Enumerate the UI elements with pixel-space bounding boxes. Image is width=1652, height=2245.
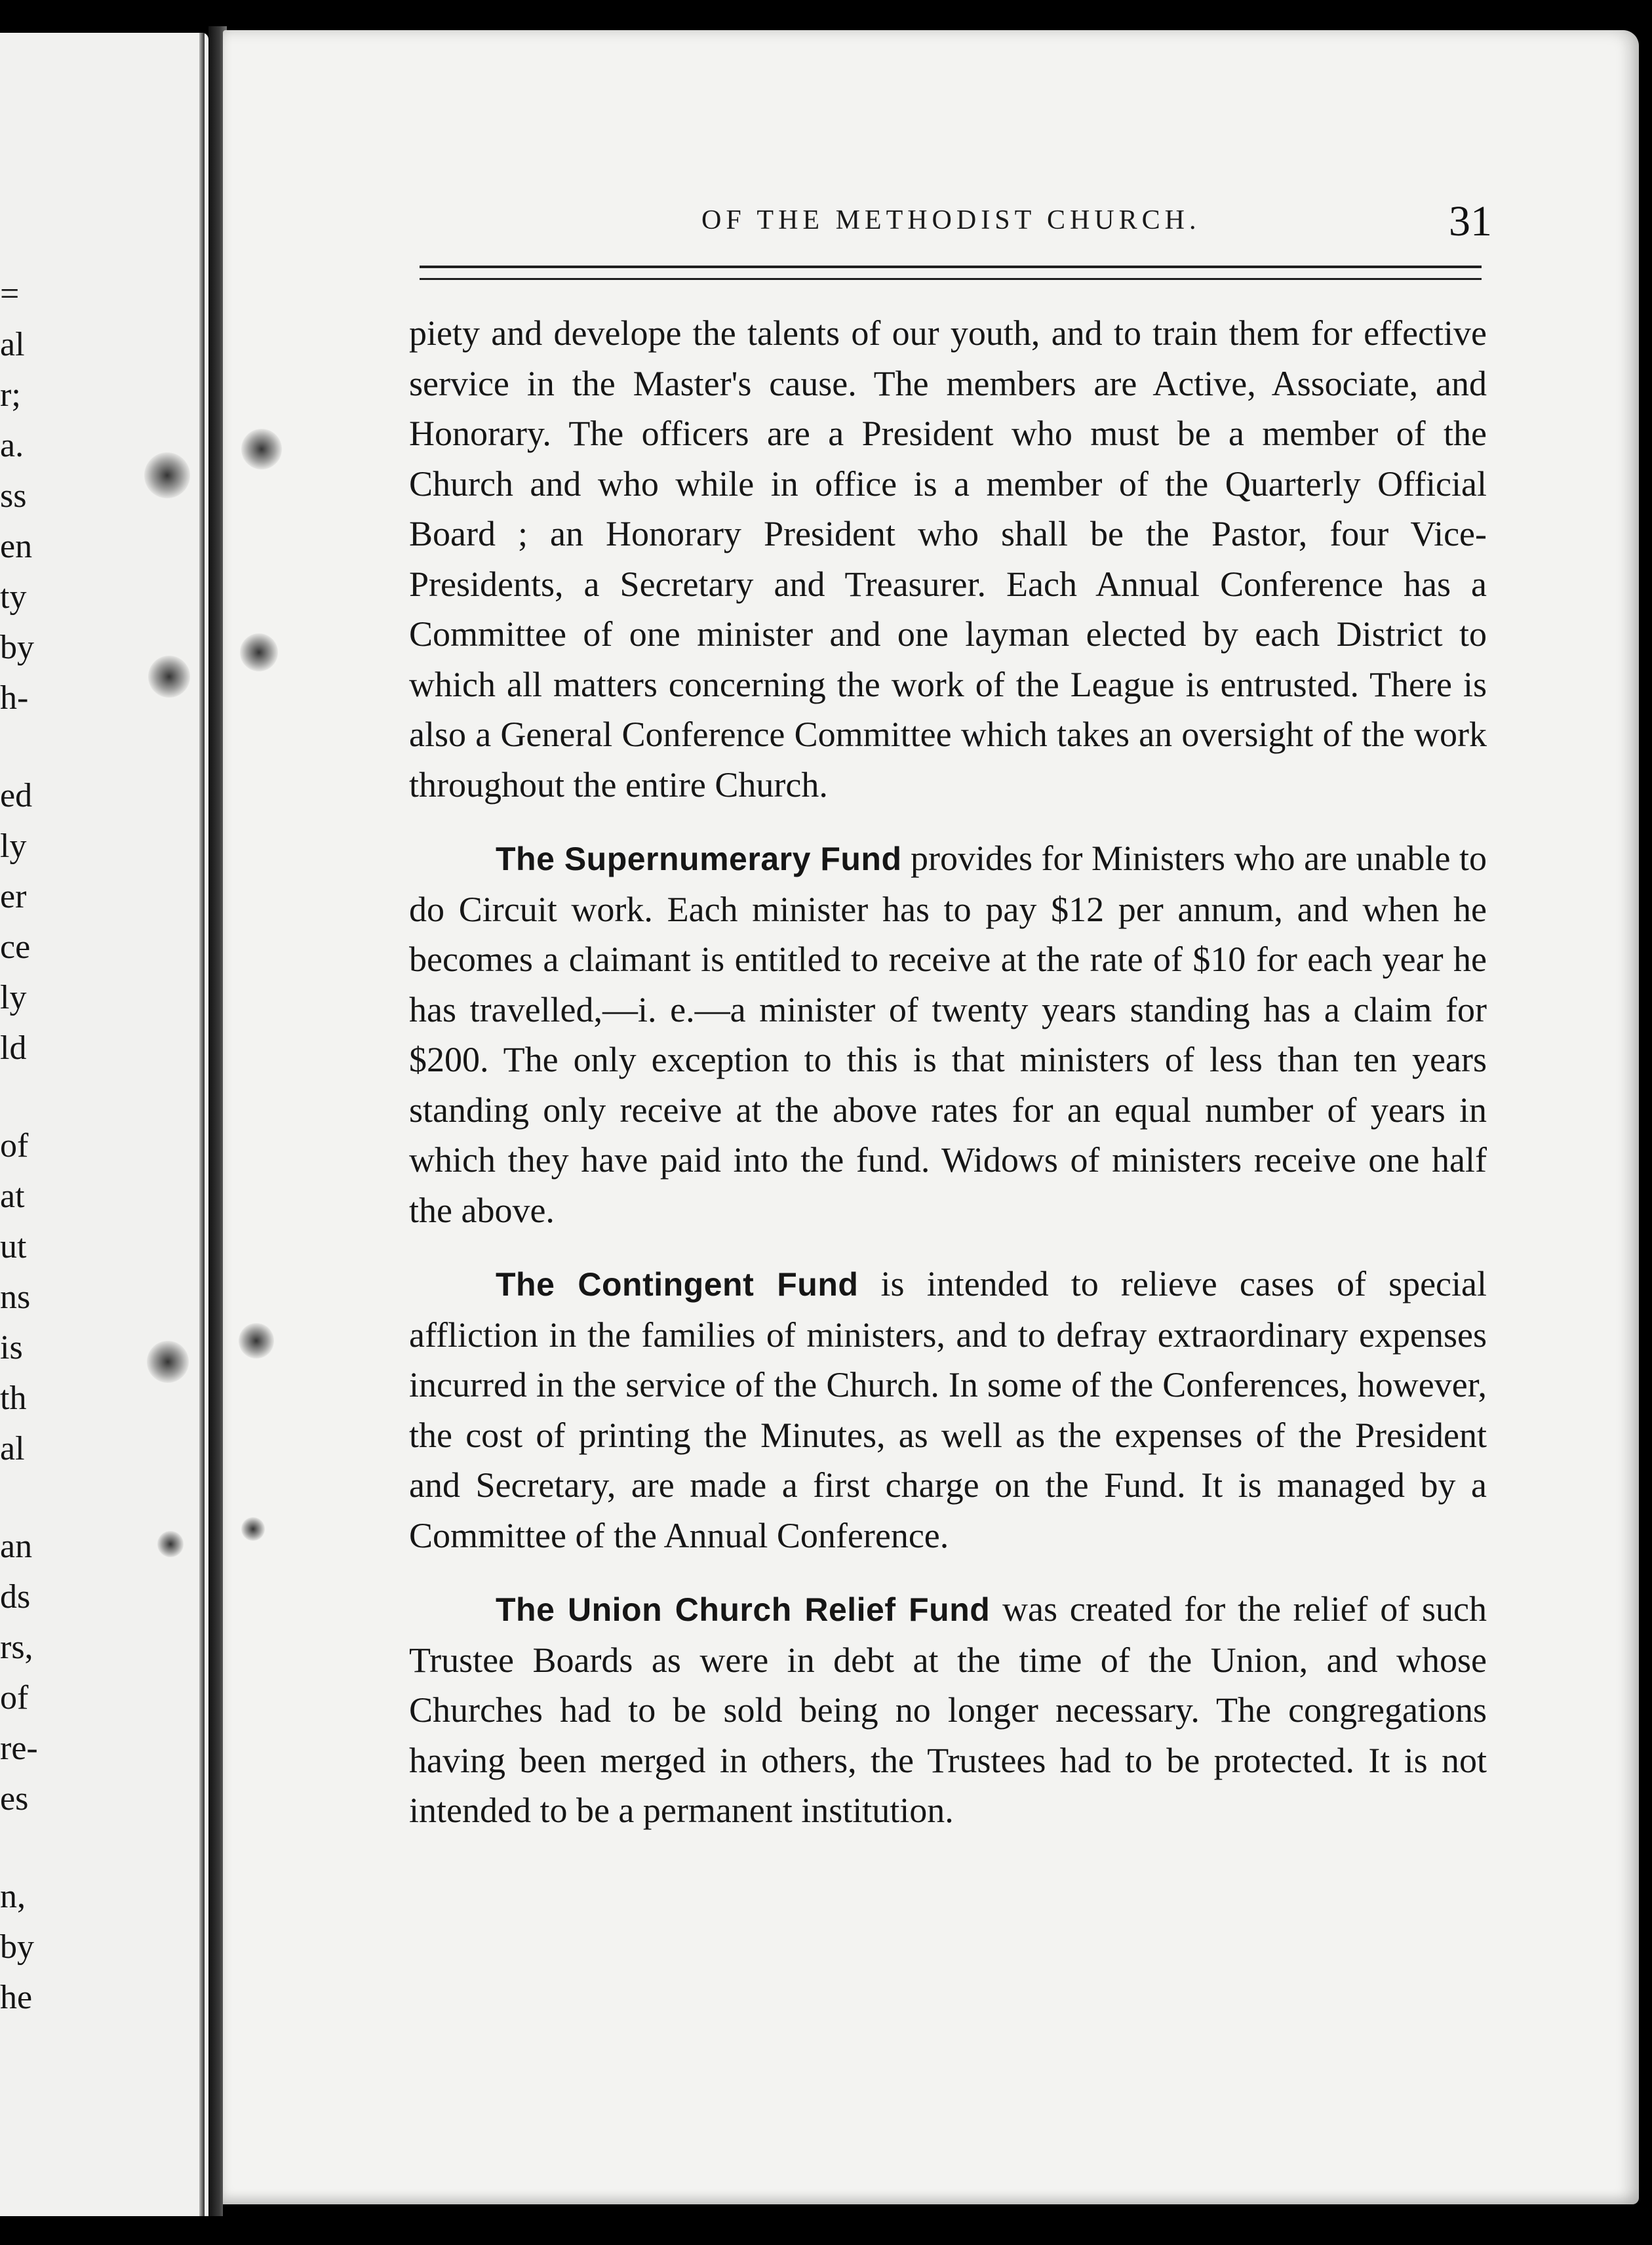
page-number: 31 xyxy=(1449,197,1492,245)
left-page-fragment: ed xyxy=(0,777,33,814)
running-head: OF THE METHODIST CHURCH. xyxy=(701,205,1201,235)
page-edge-shadow xyxy=(199,33,205,2216)
left-page-fragment: ce xyxy=(0,928,31,966)
binding-hole-mark xyxy=(147,1341,189,1383)
left-page-fragment: ly xyxy=(0,827,27,865)
section-heading: The Supernumerary Fund xyxy=(496,841,902,877)
section-text: is intended to relieve cases of special affliction in the families of ministers, and to defray extraordinary expenses incurred in the service of the Church. In some of the Conferences, however, the cost of printing the Minutes, as well as the expenses of the President and Secretary, are made a first charge on the Fund. It is managed by a Committee of the Annual Conference. xyxy=(409,1264,1487,1555)
left-page-text-fragments xyxy=(0,269,79,2023)
supernumerary-fund-paragraph xyxy=(409,833,1487,1235)
left-page-fragment: ut xyxy=(0,1228,27,1265)
left-page-fragment: ds xyxy=(0,1578,31,1616)
left-page-fragment: re- xyxy=(0,1730,38,1767)
binding-hole-mark xyxy=(241,1517,265,1541)
left-page-fragment: n, xyxy=(0,1878,26,1915)
left-page-fragment: es xyxy=(0,1780,29,1818)
left-page-fragment: = xyxy=(0,275,20,313)
left-page-fragment: h- xyxy=(0,679,29,717)
left-page-fragment xyxy=(0,1824,79,1871)
left-page xyxy=(0,33,208,2216)
union-church-relief-fund-paragraph xyxy=(409,1584,1487,1836)
header-rule xyxy=(420,278,1482,280)
header-rule xyxy=(420,266,1482,268)
left-page-fragment: er xyxy=(0,878,27,915)
left-page-fragment: of xyxy=(0,1127,29,1164)
left-page-fragment xyxy=(0,1073,79,1121)
section-heading: The Union Church Relief Fund xyxy=(496,1591,991,1628)
left-page-fragment: en xyxy=(0,528,33,565)
left-page-fragment: ly xyxy=(0,979,27,1016)
left-page-fragment: ty xyxy=(0,578,27,616)
left-page-fragment: a. xyxy=(0,427,24,464)
left-page-fragment: ss xyxy=(0,477,27,515)
binding-hole-mark xyxy=(240,633,278,671)
left-page-fragment: r; xyxy=(0,376,21,414)
section-heading: The Contingent Fund xyxy=(496,1266,859,1303)
left-page-fragment: he xyxy=(0,1979,33,2016)
left-page-fragment: ld xyxy=(0,1029,27,1067)
intro-paragraph: piety and develope the talents of our youth, and to train them for effective service in the Master's cause. The members are Active, Associate, and Honorary. The officers are a President who must be a member of the Church and who while in office is a member of the Quarterly Official Board ; an Honorary President who shall be the Pastor, four Vice-Presidents, a Secretary and Treasurer. Each Annual Conference has a Committee of one minister and one layman elected by each District to which all matters concerning the work of the League is entrusted. There is also a General Conference Committee which takes an oversight of the work throughout the entire Church. xyxy=(409,313,1487,805)
binding-hole-mark xyxy=(144,452,190,498)
page-body xyxy=(409,308,1487,1836)
scan-bottom-edge xyxy=(223,2204,1652,2245)
left-page-fragment: by xyxy=(0,1928,34,1966)
section-text: provides for Ministers who are unable to do Circuit work. Each minister has to pay $12 per annum, and when he becomes a claimant is entitled to receive at the rate of $10 for each year he has travelled,—i. e.—a minister of twenty years standing has a claim for $200. The only exception to this is that ministers of less than ten years standing only receive at the above rates for an equal number of years in which they have paid into the fund. Widows of ministers receive one half the above. xyxy=(409,839,1487,1230)
contingent-fund-paragraph xyxy=(409,1259,1487,1560)
left-page-fragment: th xyxy=(0,1380,27,1417)
binding-hole-mark xyxy=(157,1531,184,1557)
binding-hole-mark xyxy=(241,429,282,469)
left-page-fragment: al xyxy=(0,326,25,363)
left-page-fragment xyxy=(0,1474,79,1521)
left-page-fragment xyxy=(0,723,79,770)
left-page-fragment: al xyxy=(0,1430,25,1467)
left-page-fragment: ns xyxy=(0,1279,31,1316)
section-text: was created for the relief of such Trustee Boards as were in debt at the time of the Union, and whose Churches had to be sold being no longer necessary. The congregations having been merged in others, the Trustees had to be protected. It is not intended to be a permanent institution. xyxy=(409,1589,1487,1830)
left-page-fragment: rs, xyxy=(0,1629,33,1666)
binding-hole-mark xyxy=(239,1323,274,1359)
binding-hole-mark xyxy=(148,656,190,698)
left-page-fragment: by xyxy=(0,629,34,666)
left-page-fragment: is xyxy=(0,1329,23,1366)
left-page-fragment: of xyxy=(0,1679,29,1717)
left-page-fragment: at xyxy=(0,1178,25,1215)
left-page-fragment: an xyxy=(0,1528,33,1565)
